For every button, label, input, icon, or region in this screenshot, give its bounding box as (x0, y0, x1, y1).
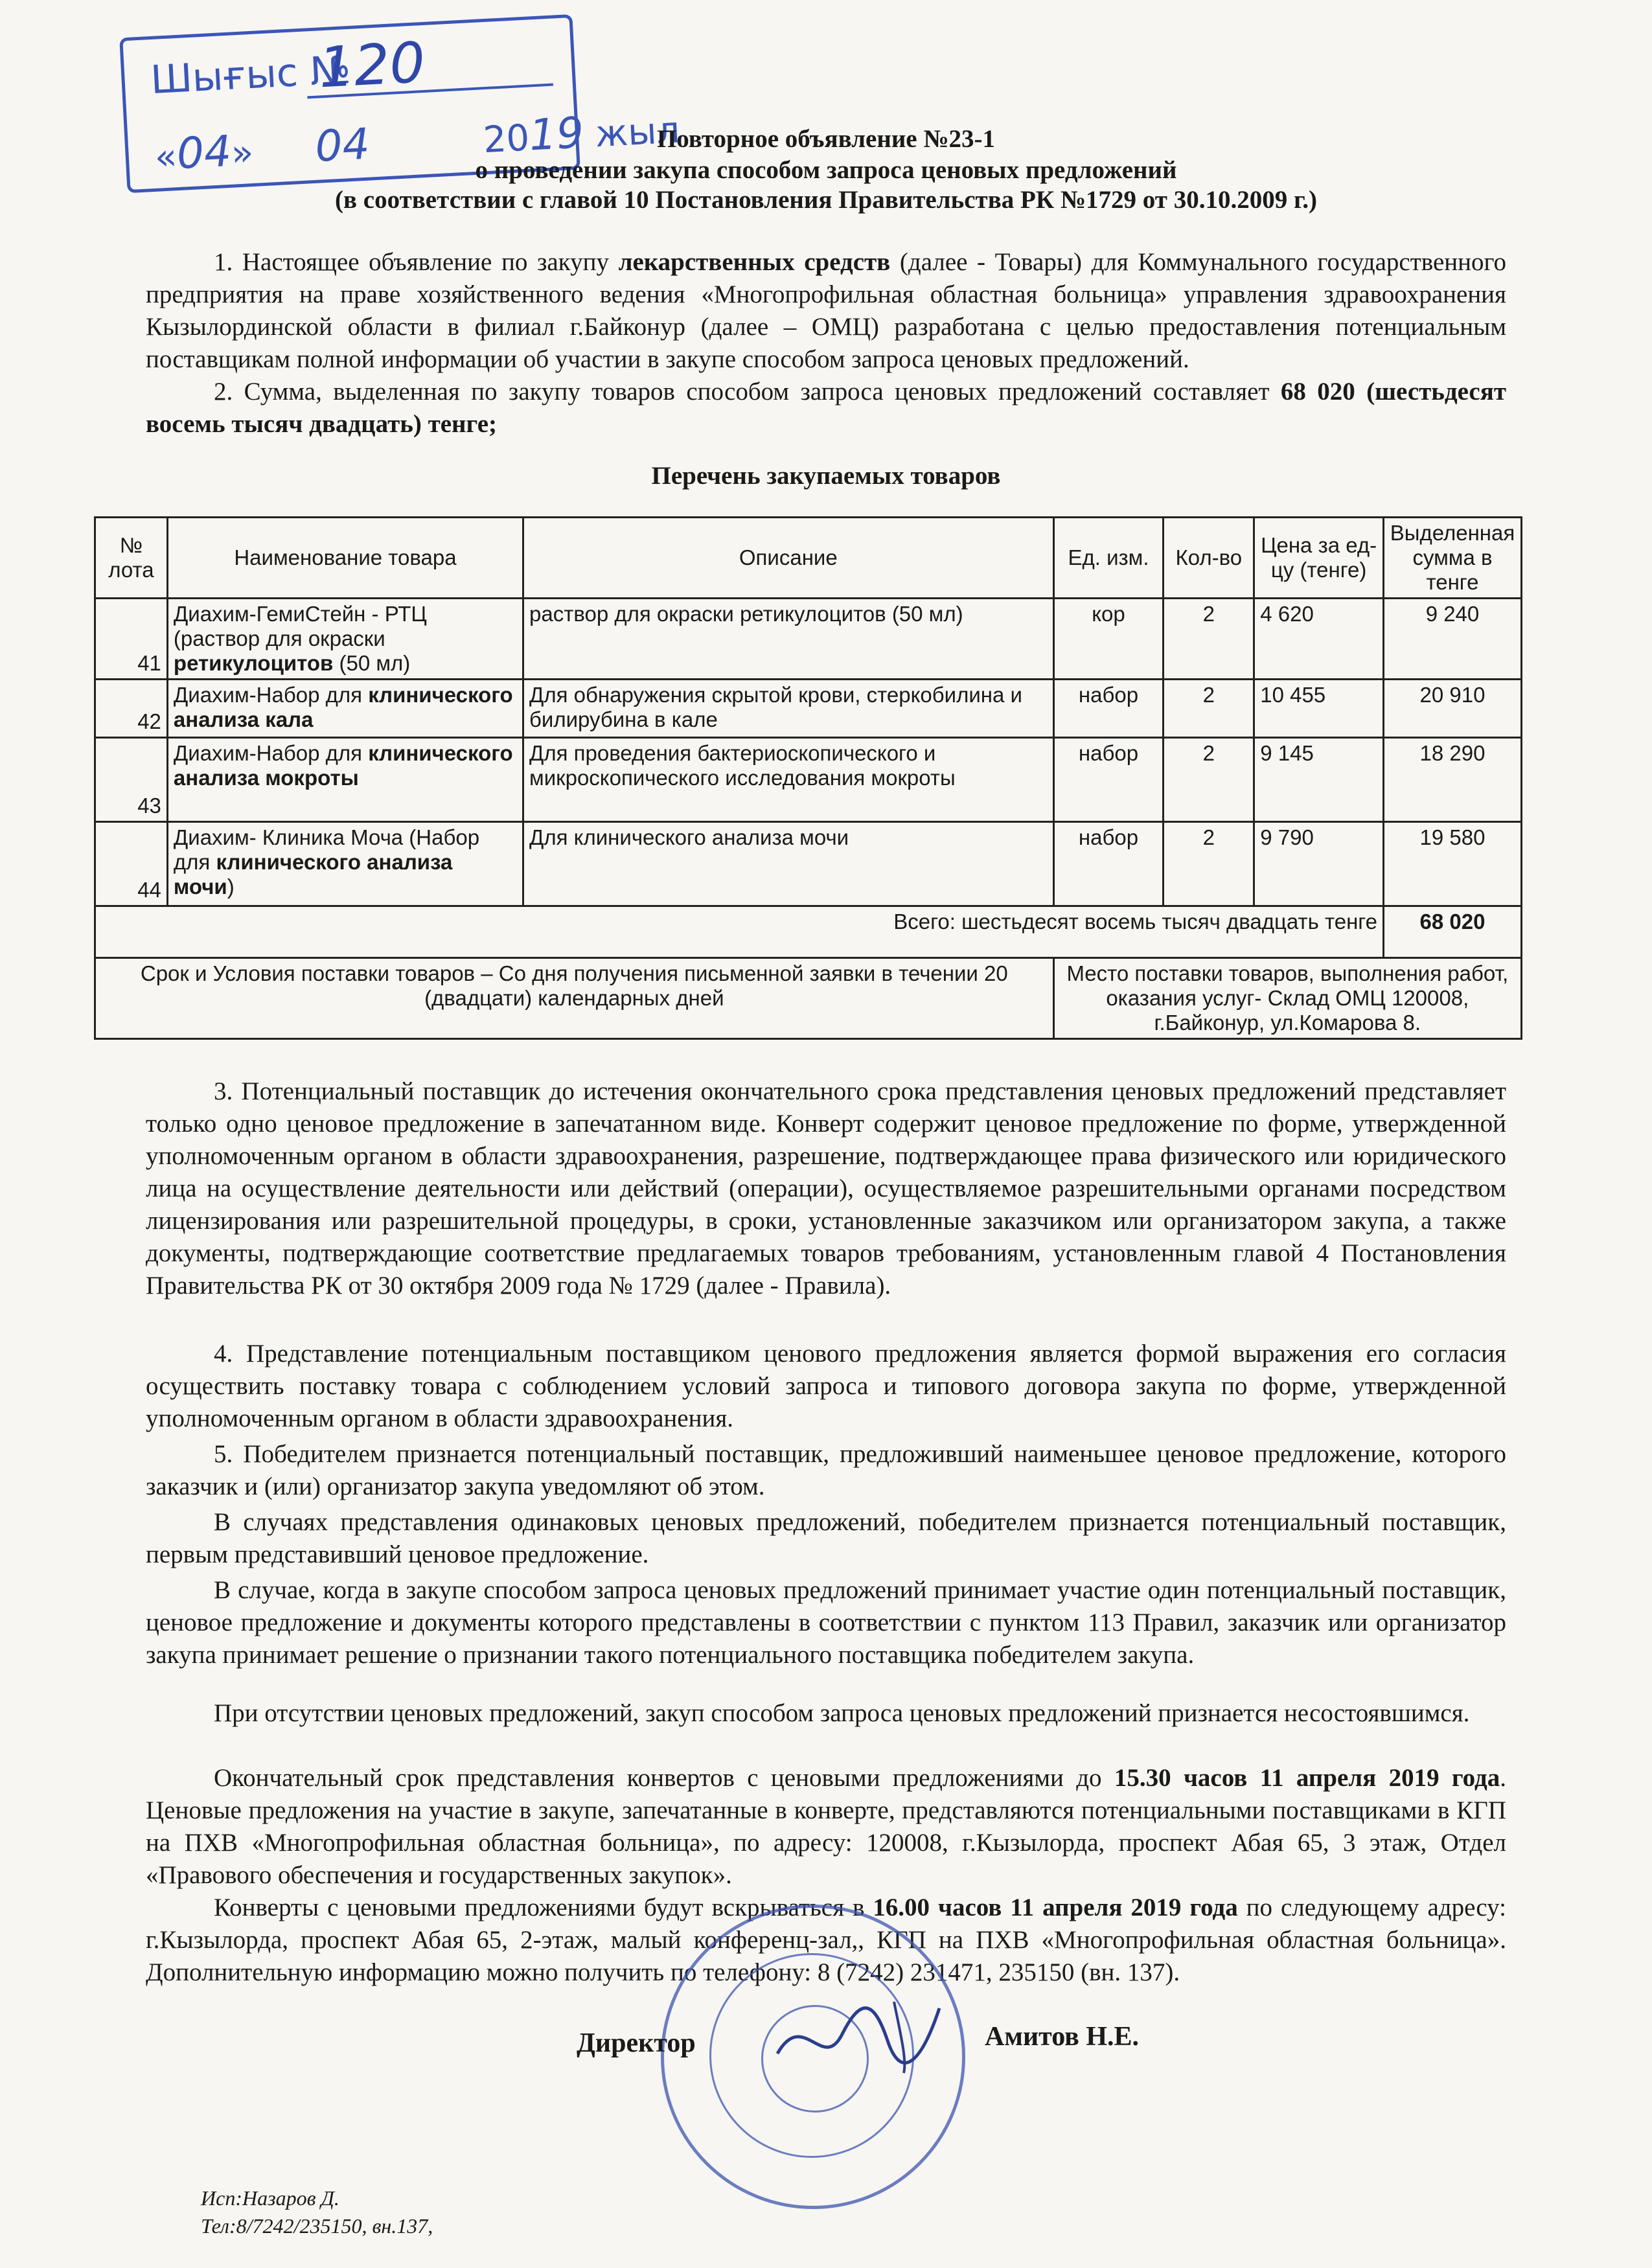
table-row: 43 Диахим-Набор для клинического анализа мокроты Для проведения бактериоскопического и микроскопического исследования мокроты набор 2 9 145 18 290 (95, 738, 1522, 822)
lots-table (94, 516, 1522, 1040)
col-name: Наименование товара (167, 518, 523, 599)
announcement-title: Повторное объявление №23-1 (656, 125, 996, 153)
col-sum: Выделенная сумма в тенге (1383, 518, 1521, 599)
director-signature (764, 1982, 959, 2079)
announcement-subtitle: о проведении закупа способом запроса ценовых предложений (475, 156, 1177, 184)
paragraph-8: При отсутствии ценовых предложений, закуп способом запроса ценовых предложений признается несостоявшимся. (214, 1699, 1470, 1727)
list-title: Перечень закупаемых товаров (651, 462, 1001, 490)
paragraph-10: Конверты с ценовыми предложениями будут вскрываться в 16.00 часов 11 апреля 2019 года по следующему адресу: г.Кызылорда, проспект Абая 65, 2-этаж, малый конференц-зал,, КГП на ПХВ «Многопрофильная областная больница». Дополнительную информацию можно получить по телефону: 8 (7242) 231471, 235150 (вн. 137). (146, 1894, 1506, 1986)
paragraph-2: 2. Сумма, выделенная по закупу товаров способом запроса ценовых предложений составляет 68 020 (шестьдесят восемь тысяч двадцать) тенге; (146, 378, 1506, 438)
table-row: 44 Диахим- Клиника Моча (Набор для клинического анализа мочи) Для клинического анализа мочи набор 2 9 790 19 580 (95, 822, 1522, 906)
paragraph-7: В случае, когда в закупе способом запроса ценовых предложений принимает участие один потенциальный поставщик, ценовое предложение и документы которого представлены в соответствии с пунктом 113 Правил, заказчик или организатор закупа принимает решение о признании такого потенциального поставщика победителем закупа. (146, 1576, 1506, 1669)
signature-role: Директор (577, 2028, 696, 2058)
signature-name: Амитов Н.Е. (985, 2022, 1140, 2052)
table-header-row (95, 518, 1522, 599)
paragraph-6: В случаях представления одинаковых ценовых предложений, победителем признается потенциальный поставщик, первым представивший ценовое предложение. (146, 1508, 1506, 1568)
paragraph-5: 5. Победителем признается потенциальный поставщик, предложивший наименьшее ценовое предложение, которого заказчик и (или) организатор закупа уведомляют об этом. (146, 1440, 1506, 1500)
col-qty: Кол-во (1164, 518, 1254, 599)
col-unit: Ед. изм. (1053, 518, 1164, 599)
delivery-terms: Срок и Условия поставки товаров – Со дня получения письменной заявки в течении 20 (двадцати) календарных дней (95, 958, 1054, 1039)
paragraph-1: 1. Настоящее объявление по закупу лекарственных средств (далее - Товары) для Коммунального государственного предприятия на праве хозяйственного ведения «Многопрофильная областная больница» управления здравоохранения Кызылординской области в филиал г.Байконур (далее – ОМЦ) разработана с целью предоставления потенциальным поставщикам полной информации об участии в закупе способом запроса ценовых предложений. (146, 248, 1507, 373)
stamp-number: 120 (317, 30, 427, 101)
paragraph-4: 4. Представление потенциальным поставщиком ценового предложения является формой выражения его согласия осуществить поставку товара с соблюдением условий запроса и типового договора закупа по форме, утвержденной уполномоченным органом в области здравоохранения. (146, 1340, 1506, 1432)
total-value: 68 020 (1383, 906, 1521, 958)
col-desc: Описание (523, 518, 1054, 599)
table-row: 41 Диахим-ГемиСтейн - РТЦ (раствор для окраски ретикулоцитов (50 мл) раствор для окраски ретикулоцитов (50 мл) кор 2 4 620 9 240 (95, 599, 1522, 680)
col-lot: № лота (95, 518, 168, 599)
executor-line: Исп:Назаров Д. (201, 2186, 339, 2210)
table-row: 42 Диахим-Набор для клинического анализа кала Для обнаружения скрытой крови, стеркобилина и билирубина в кале набор 2 10 455 20 910 (95, 680, 1522, 738)
total-row (95, 906, 1522, 958)
stamp-label: Шығыс № (149, 47, 352, 103)
executor-phone: Тел:8/7242/235150, вн.137, (201, 2214, 433, 2238)
stamp-date: «04» 04 2019 жыл (154, 108, 681, 179)
terms-row (95, 958, 1522, 1039)
total-label: Всего: шестьдесят восемь тысяч двадцать тенге (95, 906, 1384, 958)
announcement-basis: (в соответствии с главой 10 Постановления Правительства РК №1729 от 30.10.2009 г.) (334, 186, 1317, 214)
paragraph-3: 3. Потенциальный поставщик до истечения окончательного срока представления ценовых предложений представляет только одно ценовое предложение в запечатанном виде. Конверт содержит ценовое предложение по форме, утвержденной уполномоченным органом в области здравоохранения, разрешение, подтверждающее права физического или юридического лица на осуществление деятельности или действий (операции), осуществляемое разрешительными органами посредством лицензирования или разрешительной процедуры, в сроки, установленные заказчиком или организатором закупа, а также документы, подтверждающие соответствие предлагаемых товаров требованиям, установленным главой 4 Постановления Правительства РК от 30 октября 2009 года № 1729 (далее - Правила). (146, 1077, 1506, 1300)
paragraph-9: Окончательный срок представления конвертов с ценовыми предложениями до 15.30 часов 11 апреля 2019 года. Ценовые предложения на участие в закупе, запечатанные в конверте, представляются потенциальными поставщиками в КГП на ПХВ «Многопрофильная областная больница», по адресу: 120008, г.Кызылорда, проспект Абая 65, 3 этаж, Отдел «Правового обеспечения и государственных закупок». (146, 1764, 1506, 1889)
delivery-place: Место поставки товаров, выполнения работ, оказания услуг- Склад ОМЦ 120008, г.Байконур, ул.Комарова 8. (1053, 958, 1521, 1039)
col-price: Цена за ед-цу (тенге) (1254, 518, 1384, 599)
